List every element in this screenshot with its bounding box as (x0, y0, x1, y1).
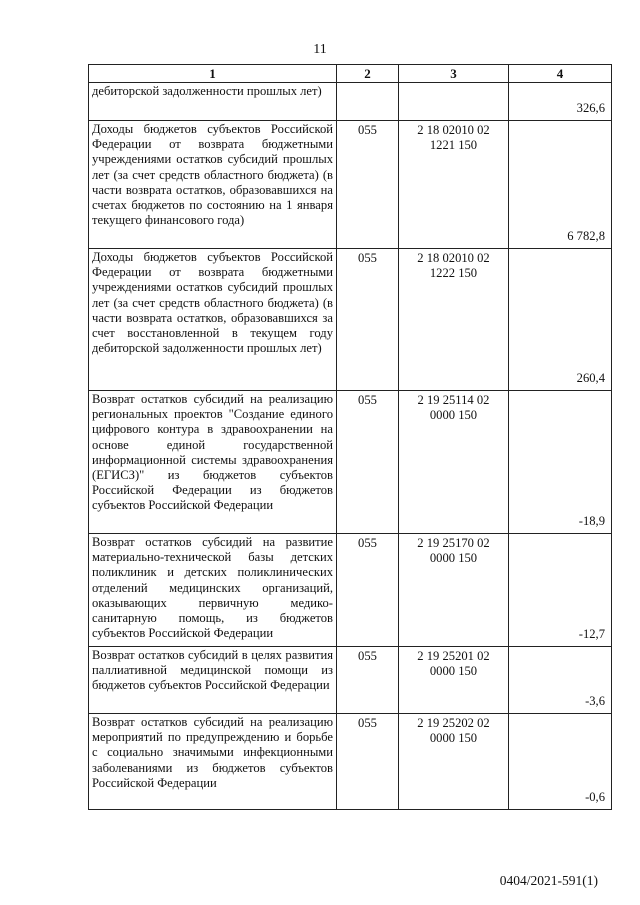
table-row (89, 647, 612, 714)
code-line-1: 2 19 25201 02 (417, 649, 490, 663)
code-line-1: 2 19 25114 02 (417, 393, 490, 407)
table-header-row (89, 65, 612, 83)
row-admin-code: 055 (337, 534, 399, 647)
row-admin-code: 055 (337, 249, 399, 391)
code-line-1: 2 18 02010 02 (417, 251, 490, 265)
table-row (89, 249, 612, 391)
column-header-1: 1 (89, 65, 337, 83)
row-description: Возврат остатков субсидий на реализацию региональных проектов "Создание единого цифрового контура в здравоохранении на основе единой государственной информационной системы здравоохранения (ЕГИСЗ)" из бюджетов субъектов Российской Федерации из бюджетов субъектов Российской Федерации (89, 391, 337, 534)
row-admin-code: 055 (337, 647, 399, 714)
row-amount: 326,6 (509, 83, 612, 121)
column-header-2: 2 (337, 65, 399, 83)
table-row (89, 391, 612, 534)
code-line-2: 0000 150 (429, 664, 478, 679)
row-amount: -12,7 (509, 534, 612, 647)
row-classification-code (399, 534, 509, 647)
revenue-table (88, 64, 612, 810)
code-line-1: 2 19 25202 02 (417, 716, 490, 730)
row-classification-code (399, 647, 509, 714)
row-classification-code (399, 249, 509, 391)
column-header-3: 3 (399, 65, 509, 83)
table-row (89, 83, 612, 121)
code-line-2: 0000 150 (429, 731, 478, 746)
code-line-1: 2 18 02010 02 (417, 123, 490, 137)
table-row (89, 714, 612, 810)
row-description: Возврат остатков субсидий на реализацию мероприятий по предупреждению и борьбе с социально значимыми инфекционными заболеваниями из бюджетов субъектов Российской Федерации (89, 714, 337, 810)
table-row (89, 121, 612, 249)
code-line-2: 1222 150 (429, 266, 478, 281)
row-admin-code (337, 83, 399, 121)
row-classification-code (399, 391, 509, 534)
table-row (89, 534, 612, 647)
row-description: Возврат остатков субсидий на развитие материально-технической базы детских поликлиник и детских поликлинических отделений медицинских организаций, оказывающих первичную медико-санитарную помощь, из бюджетов субъектов Российской Федерации (89, 534, 337, 647)
code-line-2: 1221 150 (429, 138, 478, 153)
page-number: 11 (313, 42, 327, 57)
row-admin-code: 055 (337, 714, 399, 810)
row-classification-code (399, 121, 509, 249)
code-line-2: 0000 150 (429, 408, 478, 423)
code-line-2: 0000 150 (429, 551, 478, 566)
row-amount: -3,6 (509, 647, 612, 714)
row-amount: -18,9 (509, 391, 612, 534)
row-amount: 260,4 (509, 249, 612, 391)
row-description: Доходы бюджетов субъектов Российской Федерации от возврата бюджетными учреждениями остатков субсидий прошлых лет (за счет средств областного бюджета) (в части возврата остатков, образовавшихся на счетах бюджетов по состоянию на 1 января текущего финансового года) (89, 121, 337, 249)
row-description: дебиторской задолженности прошлых лет) (89, 83, 337, 121)
row-description: Доходы бюджетов субъектов Российской Федерации от возврата бюджетными учреждениями остатков субсидий прошлых лет (за счет средств областного бюджета) (в части возврата остатков, образовавшихся за счет восстановленной в текущем году дебиторской задолженности прошлых лет) (89, 249, 337, 391)
row-classification-code (399, 714, 509, 810)
row-description: Возврат остатков субсидий в целях развития паллиативной медицинской помощи из бюджетов субъектов Российской Федерации (89, 647, 337, 714)
row-admin-code: 055 (337, 391, 399, 534)
row-classification-code (399, 83, 509, 121)
document-number: 0404/2021-591(1) (499, 873, 598, 888)
code-line-1: 2 19 25170 02 (417, 536, 490, 550)
row-admin-code: 055 (337, 121, 399, 249)
row-amount: -0,6 (509, 714, 612, 810)
row-amount: 6 782,8 (509, 121, 612, 249)
column-header-4: 4 (509, 65, 612, 83)
